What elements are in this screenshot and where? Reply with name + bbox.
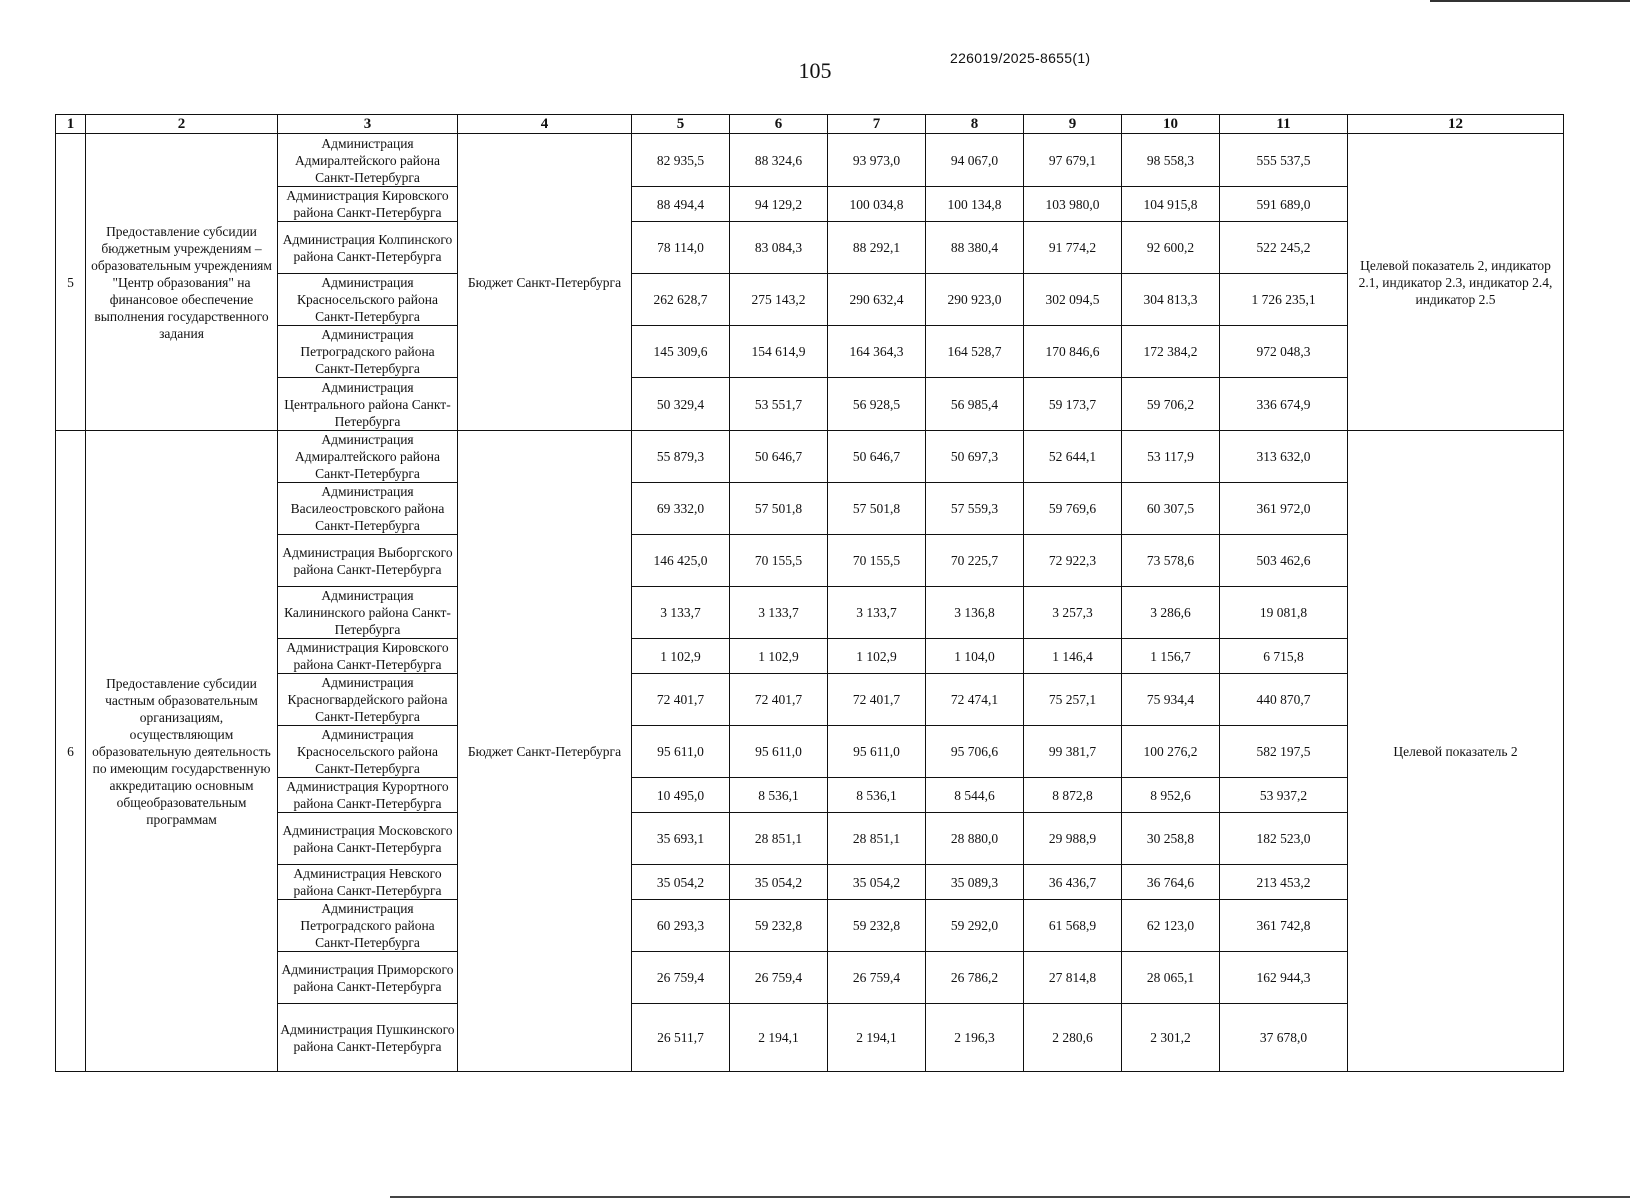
year-value: 3 136,8 bbox=[926, 587, 1024, 639]
year-value: 28 880,0 bbox=[926, 813, 1024, 865]
table-row bbox=[56, 813, 1564, 865]
year-value: 75 934,4 bbox=[1122, 674, 1220, 726]
year-value: 35 054,2 bbox=[828, 865, 926, 900]
year-value: 50 697,3 bbox=[926, 431, 1024, 483]
table-row bbox=[56, 865, 1564, 900]
year-value: 53 551,7 bbox=[730, 378, 828, 431]
table-row bbox=[56, 431, 1564, 483]
year-value: 103 980,0 bbox=[1024, 187, 1122, 222]
year-value: 28 851,1 bbox=[730, 813, 828, 865]
total-value: 591 689,0 bbox=[1220, 187, 1348, 222]
executor-name: Администрация Пушкинского района Санкт-Петербурга bbox=[278, 1004, 458, 1072]
year-value: 57 559,3 bbox=[926, 483, 1024, 535]
item-description: Предоставление субсидии бюджетным учреждениям – образовательным учреждениям "Центр образования" на финансовое обеспечение выполнения государственного задания bbox=[86, 134, 278, 431]
year-value: 60 307,5 bbox=[1122, 483, 1220, 535]
year-value: 62 123,0 bbox=[1122, 900, 1220, 952]
table-row bbox=[56, 187, 1564, 222]
column-header: 4 bbox=[458, 115, 632, 134]
table-row bbox=[56, 778, 1564, 813]
column-header: 2 bbox=[86, 115, 278, 134]
year-value: 82 935,5 bbox=[632, 134, 730, 187]
total-value: 361 972,0 bbox=[1220, 483, 1348, 535]
total-value: 162 944,3 bbox=[1220, 952, 1348, 1004]
total-value: 313 632,0 bbox=[1220, 431, 1348, 483]
total-value: 6 715,8 bbox=[1220, 639, 1348, 674]
executor-name: Администрация Колпинского района Санкт-Петербурга bbox=[278, 222, 458, 274]
year-value: 8 544,6 bbox=[926, 778, 1024, 813]
year-value: 8 952,6 bbox=[1122, 778, 1220, 813]
year-value: 88 380,4 bbox=[926, 222, 1024, 274]
year-value: 70 225,7 bbox=[926, 535, 1024, 587]
year-value: 95 611,0 bbox=[730, 726, 828, 778]
year-value: 26 511,7 bbox=[632, 1004, 730, 1072]
column-header: 3 bbox=[278, 115, 458, 134]
year-value: 27 814,8 bbox=[1024, 952, 1122, 1004]
column-header: 12 bbox=[1348, 115, 1564, 134]
year-value: 83 084,3 bbox=[730, 222, 828, 274]
year-value: 1 102,9 bbox=[632, 639, 730, 674]
year-value: 56 928,5 bbox=[828, 378, 926, 431]
year-value: 3 133,7 bbox=[632, 587, 730, 639]
executor-name: Администрация Адмиралтейского района Санкт-Петербурга bbox=[278, 431, 458, 483]
table-row bbox=[56, 274, 1564, 326]
item-number: 6 bbox=[56, 431, 86, 1072]
table-row bbox=[56, 326, 1564, 378]
year-value: 97 679,1 bbox=[1024, 134, 1122, 187]
table-row bbox=[56, 900, 1564, 952]
year-value: 35 089,3 bbox=[926, 865, 1024, 900]
year-value: 93 973,0 bbox=[828, 134, 926, 187]
year-value: 36 764,6 bbox=[1122, 865, 1220, 900]
year-value: 61 568,9 bbox=[1024, 900, 1122, 952]
year-value: 29 988,9 bbox=[1024, 813, 1122, 865]
year-value: 99 381,7 bbox=[1024, 726, 1122, 778]
column-header: 9 bbox=[1024, 115, 1122, 134]
year-value: 59 232,8 bbox=[730, 900, 828, 952]
executor-name: Администрация Красносельского района Санкт-Петербурга bbox=[278, 726, 458, 778]
year-value: 72 922,3 bbox=[1024, 535, 1122, 587]
total-value: 440 870,7 bbox=[1220, 674, 1348, 726]
executor-name: Администрация Кировского района Санкт-Петербурга bbox=[278, 187, 458, 222]
executor-name: Администрация Петроградского района Санкт-Петербурга bbox=[278, 900, 458, 952]
year-value: 3 133,7 bbox=[828, 587, 926, 639]
year-value: 69 332,0 bbox=[632, 483, 730, 535]
total-value: 19 081,8 bbox=[1220, 587, 1348, 639]
year-value: 95 611,0 bbox=[632, 726, 730, 778]
year-value: 2 194,1 bbox=[730, 1004, 828, 1072]
executor-name: Администрация Кировского района Санкт-Петербурга bbox=[278, 639, 458, 674]
table-row bbox=[56, 726, 1564, 778]
year-value: 72 401,7 bbox=[730, 674, 828, 726]
document-code: 226019/2025-8655(1) bbox=[950, 50, 1091, 66]
table-row bbox=[56, 1004, 1564, 1072]
column-header: 8 bbox=[926, 115, 1024, 134]
year-value: 88 324,6 bbox=[730, 134, 828, 187]
year-value: 60 293,3 bbox=[632, 900, 730, 952]
table-body bbox=[56, 134, 1564, 1072]
executor-name: Администрация Василеостровского района Санкт-Петербурга bbox=[278, 483, 458, 535]
year-value: 170 846,6 bbox=[1024, 326, 1122, 378]
total-value: 336 674,9 bbox=[1220, 378, 1348, 431]
year-value: 146 425,0 bbox=[632, 535, 730, 587]
funding-source: Бюджет Санкт-Петербурга bbox=[458, 431, 632, 1072]
year-value: 290 923,0 bbox=[926, 274, 1024, 326]
year-value: 26 759,4 bbox=[632, 952, 730, 1004]
year-value: 100 034,8 bbox=[828, 187, 926, 222]
year-value: 75 257,1 bbox=[1024, 674, 1122, 726]
executor-name: Администрация Выборгского района Санкт-Петербурга bbox=[278, 535, 458, 587]
year-value: 35 054,2 bbox=[730, 865, 828, 900]
year-value: 72 401,7 bbox=[632, 674, 730, 726]
year-value: 72 474,1 bbox=[926, 674, 1024, 726]
item-number: 5 bbox=[56, 134, 86, 431]
year-value: 164 364,3 bbox=[828, 326, 926, 378]
year-value: 92 600,2 bbox=[1122, 222, 1220, 274]
year-value: 2 194,1 bbox=[828, 1004, 926, 1072]
item-description: Предоставление субсидии частным образовательным организациям, осуществляющим образовательную деятельность по имеющим государственную аккредитацию основным общеобразовательным программам bbox=[86, 431, 278, 1072]
total-value: 213 453,2 bbox=[1220, 865, 1348, 900]
year-value: 59 769,6 bbox=[1024, 483, 1122, 535]
year-value: 36 436,7 bbox=[1024, 865, 1122, 900]
year-value: 104 915,8 bbox=[1122, 187, 1220, 222]
year-value: 35 054,2 bbox=[632, 865, 730, 900]
year-value: 91 774,2 bbox=[1024, 222, 1122, 274]
table-row bbox=[56, 587, 1564, 639]
year-value: 164 528,7 bbox=[926, 326, 1024, 378]
year-value: 57 501,8 bbox=[828, 483, 926, 535]
year-value: 172 384,2 bbox=[1122, 326, 1220, 378]
year-value: 98 558,3 bbox=[1122, 134, 1220, 187]
year-value: 53 117,9 bbox=[1122, 431, 1220, 483]
year-value: 78 114,0 bbox=[632, 222, 730, 274]
column-header: 5 bbox=[632, 115, 730, 134]
year-value: 50 646,7 bbox=[828, 431, 926, 483]
top-edge-rule bbox=[1430, 0, 1630, 2]
year-value: 59 232,8 bbox=[828, 900, 926, 952]
year-value: 304 813,3 bbox=[1122, 274, 1220, 326]
table-row bbox=[56, 535, 1564, 587]
target-indicator: Целевой показатель 2 bbox=[1348, 431, 1564, 1072]
year-value: 26 759,4 bbox=[828, 952, 926, 1004]
year-value: 70 155,5 bbox=[828, 535, 926, 587]
year-value: 28 851,1 bbox=[828, 813, 926, 865]
year-value: 94 067,0 bbox=[926, 134, 1024, 187]
year-value: 72 401,7 bbox=[828, 674, 926, 726]
table-row bbox=[56, 222, 1564, 274]
year-value: 1 146,4 bbox=[1024, 639, 1122, 674]
total-value: 182 523,0 bbox=[1220, 813, 1348, 865]
year-value: 3 257,3 bbox=[1024, 587, 1122, 639]
year-value: 10 495,0 bbox=[632, 778, 730, 813]
total-value: 1 726 235,1 bbox=[1220, 274, 1348, 326]
header-row bbox=[56, 115, 1564, 134]
year-value: 95 611,0 bbox=[828, 726, 926, 778]
executor-name: Администрация Приморского района Санкт-Петербурга bbox=[278, 952, 458, 1004]
total-value: 37 678,0 bbox=[1220, 1004, 1348, 1072]
executor-name: Администрация Адмиралтейского района Санкт-Петербурга bbox=[278, 134, 458, 187]
year-value: 2 280,6 bbox=[1024, 1004, 1122, 1072]
budget-table bbox=[55, 114, 1564, 1072]
year-value: 50 329,4 bbox=[632, 378, 730, 431]
year-value: 26 759,4 bbox=[730, 952, 828, 1004]
funding-source: Бюджет Санкт-Петербурга bbox=[458, 134, 632, 431]
table-row bbox=[56, 378, 1564, 431]
executor-name: Администрация Петроградского района Санкт-Петербурга bbox=[278, 326, 458, 378]
year-value: 52 644,1 bbox=[1024, 431, 1122, 483]
year-value: 2 301,2 bbox=[1122, 1004, 1220, 1072]
year-value: 50 646,7 bbox=[730, 431, 828, 483]
year-value: 8 536,1 bbox=[730, 778, 828, 813]
year-value: 94 129,2 bbox=[730, 187, 828, 222]
column-header: 6 bbox=[730, 115, 828, 134]
executor-name: Администрация Курортного района Санкт-Петербурга bbox=[278, 778, 458, 813]
year-value: 95 706,6 bbox=[926, 726, 1024, 778]
executor-name: Администрация Калининского района Санкт-Петербурга bbox=[278, 587, 458, 639]
executor-name: Администрация Московского района Санкт-Петербурга bbox=[278, 813, 458, 865]
year-value: 26 786,2 bbox=[926, 952, 1024, 1004]
year-value: 3 133,7 bbox=[730, 587, 828, 639]
year-value: 275 143,2 bbox=[730, 274, 828, 326]
year-value: 88 292,1 bbox=[828, 222, 926, 274]
executor-name: Администрация Красносельского района Санкт-Петербурга bbox=[278, 274, 458, 326]
total-value: 582 197,5 bbox=[1220, 726, 1348, 778]
year-value: 30 258,8 bbox=[1122, 813, 1220, 865]
total-value: 503 462,6 bbox=[1220, 535, 1348, 587]
table-row bbox=[56, 639, 1564, 674]
year-value: 70 155,5 bbox=[730, 535, 828, 587]
year-value: 59 292,0 bbox=[926, 900, 1024, 952]
total-value: 522 245,2 bbox=[1220, 222, 1348, 274]
year-value: 35 693,1 bbox=[632, 813, 730, 865]
total-value: 361 742,8 bbox=[1220, 900, 1348, 952]
year-value: 302 094,5 bbox=[1024, 274, 1122, 326]
target-indicator: Целевой показатель 2, индикатор 2.1, индикатор 2.3, индикатор 2.4, индикатор 2.5 bbox=[1348, 134, 1564, 431]
total-value: 555 537,5 bbox=[1220, 134, 1348, 187]
year-value: 55 879,3 bbox=[632, 431, 730, 483]
total-value: 972 048,3 bbox=[1220, 326, 1348, 378]
table-row bbox=[56, 483, 1564, 535]
year-value: 88 494,4 bbox=[632, 187, 730, 222]
column-header: 10 bbox=[1122, 115, 1220, 134]
year-value: 290 632,4 bbox=[828, 274, 926, 326]
bottom-edge-rule bbox=[390, 1196, 1630, 1198]
year-value: 8 536,1 bbox=[828, 778, 926, 813]
year-value: 2 196,3 bbox=[926, 1004, 1024, 1072]
year-value: 59 173,7 bbox=[1024, 378, 1122, 431]
year-value: 28 065,1 bbox=[1122, 952, 1220, 1004]
table-row bbox=[56, 134, 1564, 187]
column-header: 7 bbox=[828, 115, 926, 134]
year-value: 56 985,4 bbox=[926, 378, 1024, 431]
year-value: 1 102,9 bbox=[828, 639, 926, 674]
executor-name: Администрация Красногвардейского района Санкт-Петербурга bbox=[278, 674, 458, 726]
year-value: 73 578,6 bbox=[1122, 535, 1220, 587]
year-value: 100 134,8 bbox=[926, 187, 1024, 222]
year-value: 154 614,9 bbox=[730, 326, 828, 378]
column-header: 11 bbox=[1220, 115, 1348, 134]
year-value: 1 102,9 bbox=[730, 639, 828, 674]
year-value: 3 286,6 bbox=[1122, 587, 1220, 639]
table-row bbox=[56, 674, 1564, 726]
year-value: 1 156,7 bbox=[1122, 639, 1220, 674]
executor-name: Администрация Невского района Санкт-Петербурга bbox=[278, 865, 458, 900]
year-value: 145 309,6 bbox=[632, 326, 730, 378]
year-value: 8 872,8 bbox=[1024, 778, 1122, 813]
year-value: 100 276,2 bbox=[1122, 726, 1220, 778]
year-value: 59 706,2 bbox=[1122, 378, 1220, 431]
year-value: 1 104,0 bbox=[926, 639, 1024, 674]
year-value: 262 628,7 bbox=[632, 274, 730, 326]
executor-name: Администрация Центрального района Санкт-Петербурга bbox=[278, 378, 458, 431]
column-header: 1 bbox=[56, 115, 86, 134]
year-value: 57 501,8 bbox=[730, 483, 828, 535]
total-value: 53 937,2 bbox=[1220, 778, 1348, 813]
page-number: 105 bbox=[798, 58, 832, 83]
table-row bbox=[56, 952, 1564, 1004]
